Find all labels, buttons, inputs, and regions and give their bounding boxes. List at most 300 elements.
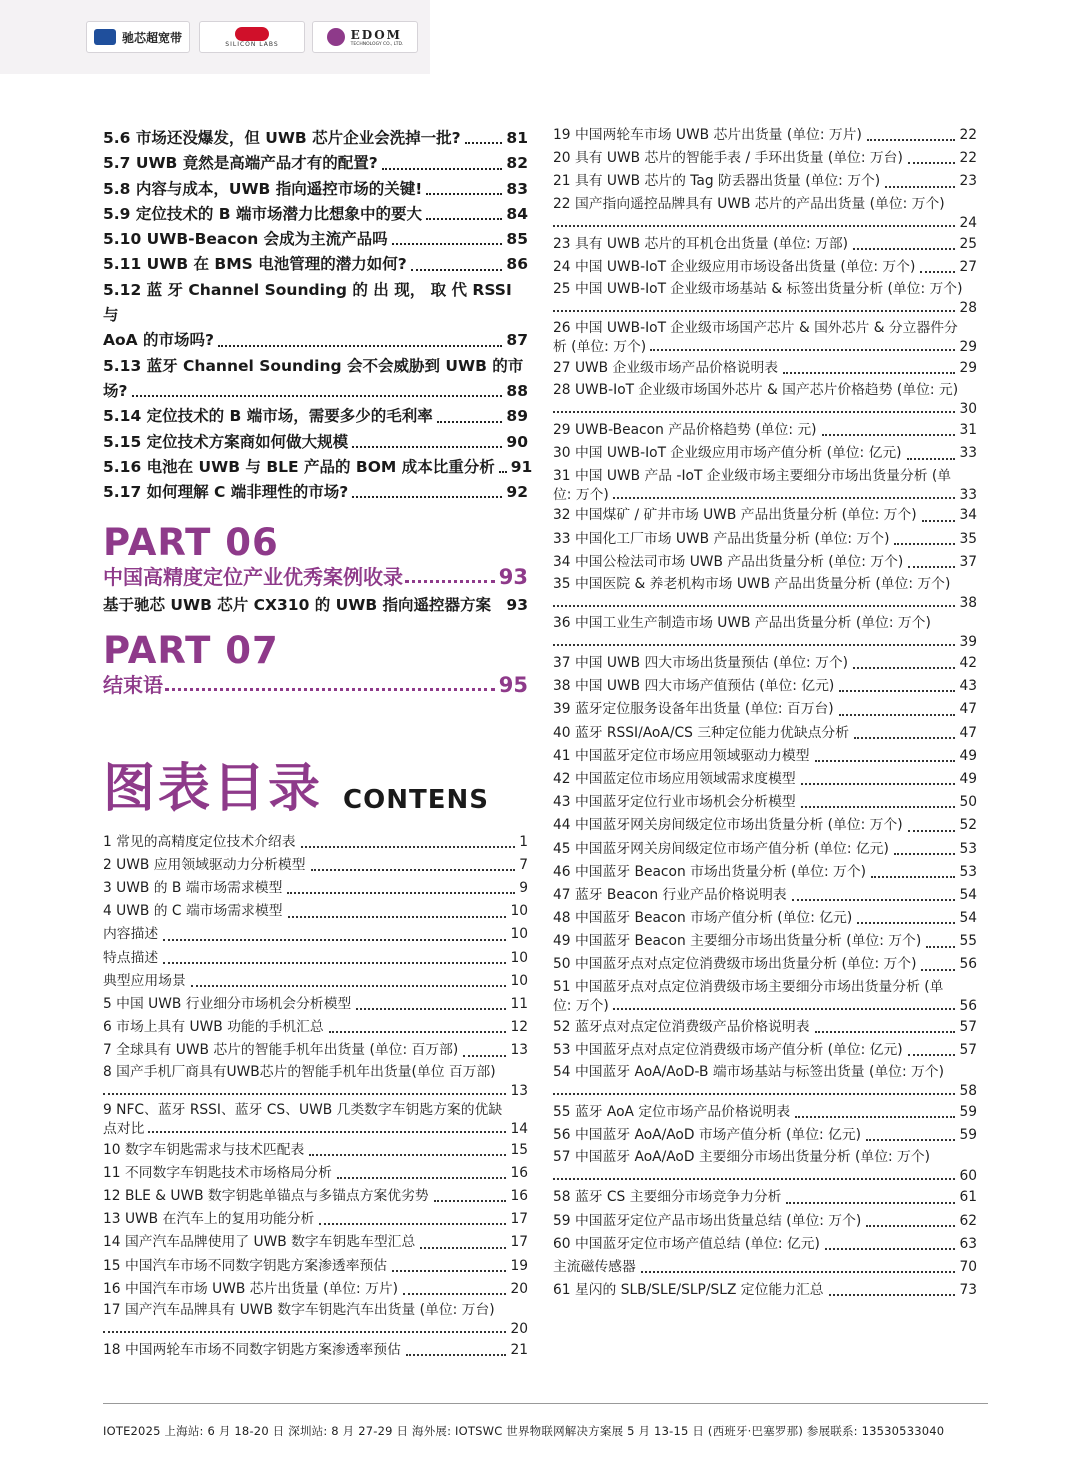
entry-page: 73 xyxy=(959,1282,977,1299)
leader-dots xyxy=(815,760,956,762)
leader-dots xyxy=(866,1225,955,1227)
fig-left-entry[interactable] xyxy=(103,1139,528,1162)
leader-dots xyxy=(908,1054,956,1056)
fig-right-entry[interactable] xyxy=(553,1256,977,1279)
part-07-title: 结束语 xyxy=(103,672,163,697)
leader-dots xyxy=(795,1116,955,1118)
fig-left-entry[interactable] xyxy=(103,1255,528,1278)
entry-title: 12 BLE & UWB 数字钥匙单锚点与多锚点方案优劣势 xyxy=(103,1187,429,1204)
fig-right-entry[interactable] xyxy=(553,1279,977,1302)
fig-right-entry[interactable] xyxy=(553,357,977,380)
leader-dots xyxy=(420,1247,506,1249)
fig-right-entry[interactable] xyxy=(553,233,977,256)
fig-right-entry[interactable] xyxy=(553,838,977,861)
fig-left-entry[interactable] xyxy=(103,1039,528,1062)
entry-page: 14 xyxy=(510,1120,528,1137)
fig-right-entry[interactable] xyxy=(553,722,977,745)
entry-page: 56 xyxy=(959,956,977,973)
fig-right-entry[interactable] xyxy=(553,675,977,698)
chixin-logo-text: 驰芯超宽带 xyxy=(121,30,182,45)
fig-right-entry[interactable] xyxy=(553,467,977,505)
entry-page: 11 xyxy=(510,996,528,1013)
leader-dots xyxy=(839,690,955,692)
entry-page: 31 xyxy=(959,422,977,439)
entry-title: 5.15 定位技术方案商如何做大规模 xyxy=(103,432,349,451)
toc-entry[interactable] xyxy=(103,480,528,505)
leader-dots xyxy=(163,962,506,964)
toc-entry[interactable] xyxy=(103,278,528,354)
silicon-labs-logo-text: SILICON LABS xyxy=(225,40,279,48)
leader-dots xyxy=(382,168,503,170)
entry-title: 9 NFC、蓝牙 RSSI、蓝牙 CS、UWB 几类数字车钥匙方案的优缺 xyxy=(103,1101,503,1118)
entry-line-2 xyxy=(553,1167,977,1186)
toc-entry-page: 93 xyxy=(506,596,528,615)
entry-title: 10 数字车钥匙需求与技术匹配表 xyxy=(103,1141,305,1158)
toc-entry[interactable] xyxy=(103,151,528,176)
leader-dots xyxy=(356,1008,506,1010)
toc-entry[interactable] xyxy=(103,177,528,202)
entry-title-continued: 析 (单位: 万个) xyxy=(553,338,647,355)
fig-left-entry[interactable] xyxy=(103,877,528,900)
figure-list-right xyxy=(553,124,977,1302)
entry-title: 44 中国蓝牙网关房间级定位市场出货量分析 (单位: 万个) xyxy=(553,817,903,834)
entry-page: 57 xyxy=(959,1018,977,1035)
entry-page: 84 xyxy=(506,204,528,223)
entry-page: 16 xyxy=(510,1164,528,1181)
entry-line-2 xyxy=(103,328,528,353)
entry-title: 60 中国蓝牙定位市场产值总结 (单位: 亿元) xyxy=(553,1235,820,1252)
leader-dots xyxy=(908,162,956,164)
fig-right-entry[interactable] xyxy=(553,1186,977,1209)
logo-bar xyxy=(0,0,430,74)
fig-left-entry[interactable] xyxy=(103,1208,528,1231)
part-06-title: 中国高精度定位产业优秀案例收录 xyxy=(103,565,403,590)
leader-dots xyxy=(926,946,955,948)
entry-title: 2 UWB 应用领域驱动力分析模型 xyxy=(103,856,306,873)
leader-dots xyxy=(499,471,507,473)
entry-page: 50 xyxy=(959,794,977,811)
entry-line-2 xyxy=(103,379,528,404)
fig-right-entry[interactable] xyxy=(553,907,977,930)
leader-dots xyxy=(103,1093,506,1095)
entry-title-continued: 位: 万个) xyxy=(553,486,609,503)
leader-dots xyxy=(287,892,515,894)
entry-line-2 xyxy=(553,997,977,1016)
footer-text: IOTE2025 上海站: 6 月 18-20 日 深圳站: 8 月 27-29 日 海外展: IOTSWC 世界物联网解决方案展 5 月 13-15 日 (西班牙·巴塞罗那) 参展联系: 13530533040 xyxy=(103,1424,945,1438)
entry-line-2 xyxy=(553,214,977,233)
leader-dots xyxy=(163,939,506,941)
entry-page: 23 xyxy=(959,173,977,190)
entry-page: 53 xyxy=(959,863,977,880)
fig-right-entry[interactable] xyxy=(553,861,977,884)
leader-dots xyxy=(866,1139,955,1141)
entry-title: 53 中国蓝牙点对点定位消费级市场产值分析 (单位: 亿元) xyxy=(553,1041,903,1058)
entry-title: 典型应用场景 xyxy=(103,972,186,989)
entry-page: 34 xyxy=(959,507,977,524)
entry-title: 内容描述 xyxy=(103,926,159,943)
entry-page: 19 xyxy=(510,1257,528,1274)
leader-dots xyxy=(922,520,956,522)
part-06-title-entry[interactable] xyxy=(103,563,528,591)
entry-title: 26 中国 UWB-IoT 企业级市场国产芯片 & 国外芯片 & 分立器件分 xyxy=(553,319,958,336)
entry-page: 63 xyxy=(959,1235,977,1252)
fig-left-entry[interactable] xyxy=(103,1016,528,1039)
toc-entry[interactable] xyxy=(103,354,528,405)
fig-left-entry[interactable] xyxy=(103,1231,528,1254)
fig-right-entry[interactable] xyxy=(553,170,977,193)
entry-title: 32 中国煤矿 / 矿井市场 UWB 产品出货量分析 (单位: 万个) xyxy=(553,507,917,524)
fig-right-entry[interactable] xyxy=(553,505,977,528)
entry-page: 85 xyxy=(506,230,528,249)
entry-page: 55 xyxy=(959,933,977,950)
fig-left-entry[interactable] xyxy=(103,924,528,947)
entry-title: 31 中国 UWB 产品 -IoT 企业级市场主要细分市场出货量分析 (单 xyxy=(553,467,952,484)
entry-title: 48 中国蓝牙 Beacon 市场产值分析 (单位: 亿元) xyxy=(553,910,853,927)
leader-dots xyxy=(301,846,516,848)
entry-title: 5.12 蓝 牙 Channel Sounding 的 出 现， 取 代 RSSI 与 xyxy=(103,280,512,325)
leader-dots xyxy=(434,1200,507,1202)
fig-right-entry[interactable] xyxy=(553,195,977,233)
entry-title: 52 蓝牙点对点定位消费级产品价格说明表 xyxy=(553,1018,810,1035)
entry-page: 27 xyxy=(959,258,977,275)
entry-title: 25 中国 UWB-IoT 企业级市场基站 & 标签出货量分析 (单位: 万个) xyxy=(553,280,963,297)
entry-title: 61 星闪的 SLB/SLE/SLP/SLZ 定位能力汇总 xyxy=(553,1282,824,1299)
leader-dots xyxy=(907,458,956,460)
leader-dots xyxy=(792,899,956,901)
entry-title: 22 国产指向遥控品牌具有 UWB 芯片的产品出货量 (单位: 万个) xyxy=(553,195,945,212)
toc-entry[interactable] xyxy=(103,252,528,277)
leader-dots xyxy=(908,830,956,832)
part-06-label: PART 06 xyxy=(103,521,279,565)
entry-page: 13 xyxy=(510,1082,528,1099)
entry-line-2 xyxy=(553,338,977,357)
leader-dots xyxy=(908,566,955,568)
fig-left-entry[interactable] xyxy=(103,970,528,993)
entry-page: 17 xyxy=(510,1234,528,1251)
fig-right-entry[interactable] xyxy=(553,124,977,147)
entry-page: 88 xyxy=(506,381,528,400)
entry-page: 70 xyxy=(959,1258,977,1275)
entry-page: 89 xyxy=(506,407,528,426)
entry-page: 39 xyxy=(959,634,977,651)
leader-dots xyxy=(553,1093,955,1095)
entry-page: 22 xyxy=(959,126,977,143)
fig-right-entry[interactable] xyxy=(553,1124,977,1147)
figure-list-left xyxy=(103,831,528,1362)
leader-dots xyxy=(894,853,956,855)
entry-page: 53 xyxy=(959,840,977,857)
fig-left-entry[interactable] xyxy=(103,900,528,923)
entry-title-continued: 点对比 xyxy=(103,1120,145,1137)
part-06-page: 93 xyxy=(498,565,528,590)
entry-page: 54 xyxy=(959,886,977,903)
leader-dots xyxy=(920,271,955,273)
fig-left-entry[interactable] xyxy=(103,1101,528,1139)
fig-right-entry[interactable] xyxy=(553,745,977,768)
entry-page: 49 xyxy=(959,770,977,787)
entry-title: 3 UWB 的 B 端市场需求模型 xyxy=(103,880,283,897)
entry-page: 13 xyxy=(510,1042,528,1059)
entry-title: 5.17 如何理解 C 端非理性的市场? xyxy=(103,483,349,502)
entry-title: 18 中国两轮车市场不同数字钥匙方案渗透率预估 xyxy=(103,1341,401,1358)
entry-title-continued: 位: 万个) xyxy=(553,997,609,1014)
leader-dots xyxy=(437,421,503,423)
entry-title: 13 UWB 在汽车上的复用功能分析 xyxy=(103,1211,315,1228)
leader-dots xyxy=(337,1177,507,1179)
toc-entry[interactable] xyxy=(103,202,528,227)
fig-right-entry[interactable] xyxy=(553,1063,977,1101)
entry-page: 16 xyxy=(510,1187,528,1204)
entry-page: 25 xyxy=(959,235,977,252)
fig-right-entry[interactable] xyxy=(553,528,977,551)
leader-dots xyxy=(783,372,955,374)
entry-page: 12 xyxy=(510,1019,528,1036)
leader-dots xyxy=(553,310,955,312)
entry-title: 46 中国蓝牙 Beacon 市场出货量分析 (单位: 万个) xyxy=(553,863,867,880)
entry-title: 5.9 定位技术的 B 端市场潜力比想象中的要大 xyxy=(103,204,422,223)
fig-right-entry[interactable] xyxy=(553,419,977,442)
part-07-page: 95 xyxy=(498,672,528,697)
part-07-label: PART 07 xyxy=(103,628,279,672)
leader-dots xyxy=(352,496,502,498)
entry-page: 33 xyxy=(959,486,977,503)
fig-right-entry[interactable] xyxy=(553,884,977,907)
entry-title: 6 市场上具有 UWB 功能的手机汇总 xyxy=(103,1019,324,1036)
entry-title: 28 UWB-IoT 企业级市场国外芯片 & 国产芯片价格趋势 (单位: 元) xyxy=(553,382,959,399)
entry-page: 1 xyxy=(519,833,528,850)
entry-page: 22 xyxy=(959,150,977,167)
fig-right-entry[interactable] xyxy=(553,1016,977,1039)
fig-right-entry[interactable] xyxy=(553,1101,977,1124)
entry-page: 35 xyxy=(959,530,977,547)
toc-entry[interactable] xyxy=(103,227,528,252)
silicon-labs-logo-mark xyxy=(235,27,269,41)
entry-page: 29 xyxy=(959,338,977,355)
fig-right-entry[interactable] xyxy=(553,652,977,675)
fig-right-entry[interactable] xyxy=(553,280,977,318)
leader-dots xyxy=(641,1271,956,1273)
fig-left-entry[interactable] xyxy=(103,854,528,877)
entry-title: 39 蓝牙定位服务设备年出货量 (单位: 百万台) xyxy=(553,701,834,718)
fig-right-entry[interactable] xyxy=(553,1210,977,1233)
fig-right-entry[interactable] xyxy=(553,614,977,652)
leader-dots xyxy=(426,193,502,195)
entry-page: 58 xyxy=(959,1083,977,1100)
fig-left-entry[interactable] xyxy=(103,1278,528,1301)
entry-page: 62 xyxy=(959,1212,977,1229)
entry-page: 20 xyxy=(510,1320,528,1337)
fig-left-entry[interactable] xyxy=(103,1162,528,1185)
entry-page: 60 xyxy=(959,1168,977,1185)
entry-page: 52 xyxy=(959,817,977,834)
entry-title: 5 中国 UWB 行业细分市场机会分析模型 xyxy=(103,996,352,1013)
leader-dots xyxy=(815,1031,956,1033)
fig-left-entry[interactable] xyxy=(103,1063,528,1101)
leader-dots xyxy=(319,1223,506,1225)
fig-left-entry[interactable] xyxy=(103,831,528,854)
entry-title: 55 蓝牙 AoA 定位市场产品价格说明表 xyxy=(553,1104,791,1121)
entry-line-2 xyxy=(553,633,977,652)
entry-title: 41 中国蓝牙定位市场应用领域驱动力模型 xyxy=(553,747,810,764)
entry-page: 43 xyxy=(959,678,977,695)
entry-page: 10 xyxy=(510,972,528,989)
entry-title: 45 中国蓝牙网关房间级定位市场产值分析 (单位: 亿元) xyxy=(553,840,889,857)
fig-right-entry[interactable] xyxy=(553,442,977,465)
entry-title: 4 UWB 的 C 端市场需求模型 xyxy=(103,903,283,920)
leader-dots xyxy=(406,1354,507,1356)
chart-index-heading xyxy=(103,755,528,817)
entry-title: 17 国产汽车品牌具有 UWB 数字车钥匙汽车出货量 (单位: 万台) xyxy=(103,1301,495,1318)
toc-entry[interactable] xyxy=(103,430,528,455)
leader-dots xyxy=(148,1131,506,1133)
fig-right-entry[interactable] xyxy=(553,978,977,1016)
entry-title: 35 中国医院 & 养老机构市场 UWB 产品出货量分析 (单位: 万个) xyxy=(553,576,951,593)
entry-page: 54 xyxy=(959,910,977,927)
entry-title: 5.7 UWB 竟然是高端产品才有的配置? xyxy=(103,154,378,173)
fig-left-entry[interactable] xyxy=(103,1301,528,1339)
entry-page: 47 xyxy=(959,701,977,718)
entry-title-continued: 场? xyxy=(103,381,128,400)
entry-title: 29 UWB-Beacon 产品价格趋势 (单位: 元) xyxy=(553,422,817,439)
entry-title: 37 中国 UWB 四大市场出货量预估 (单位: 万个) xyxy=(553,655,849,672)
right-column xyxy=(553,124,977,1302)
toc-entry[interactable] xyxy=(103,404,528,429)
entry-page: 91 xyxy=(510,457,533,476)
entry-title: 主流磁传感器 xyxy=(553,1258,636,1275)
footer-divider xyxy=(103,1403,988,1404)
fig-right-entry[interactable] xyxy=(553,319,977,357)
fig-right-entry[interactable] xyxy=(553,768,977,791)
leader-dots xyxy=(853,667,955,669)
entry-page: 29 xyxy=(959,359,977,376)
entry-title-continued: AoA 的市场吗? xyxy=(103,331,215,350)
fig-left-entry[interactable] xyxy=(103,993,528,1016)
leader-dots xyxy=(191,985,507,987)
leader-dots xyxy=(854,737,955,739)
entry-title: 19 中国两轮车市场 UWB 芯片出货量 (单位: 万片) xyxy=(553,126,862,143)
leader-dots xyxy=(871,876,955,878)
entry-page: 61 xyxy=(959,1189,977,1206)
entry-title: 1 常见的高精度定位技术介绍表 xyxy=(103,833,296,850)
leader-dots xyxy=(165,688,495,691)
fig-right-entry[interactable] xyxy=(553,575,977,613)
entry-title: 8 国产手机厂商具有UWB芯片的智能手机年出货量(单位 百万部) xyxy=(103,1063,496,1080)
leader-dots xyxy=(650,349,955,351)
toc-entry[interactable] xyxy=(103,455,533,480)
leader-dots xyxy=(463,1055,506,1057)
entry-title: 11 不同数字车钥匙技术市场格局分析 xyxy=(103,1164,332,1181)
toc-entry-title: 基于驰芯 UWB 芯片 CX310 的 UWB 指向遥控器方案 xyxy=(103,596,492,615)
fig-right-entry[interactable] xyxy=(553,814,977,837)
fig-right-entry[interactable] xyxy=(553,551,977,574)
fig-right-entry[interactable] xyxy=(553,256,977,279)
entry-line-2 xyxy=(103,1082,528,1101)
entry-title: 5.8 内容与成本，UWB 指向遥控市场的关键! xyxy=(103,179,423,198)
leader-dots xyxy=(613,1008,956,1010)
logo-chixin xyxy=(86,21,190,53)
fig-right-entry[interactable] xyxy=(553,791,977,814)
entry-page: 56 xyxy=(959,997,977,1014)
leader-dots xyxy=(403,1293,506,1295)
fig-right-entry[interactable] xyxy=(553,1148,977,1186)
entry-title: 5.10 UWB-Beacon 会成为主流产品吗 xyxy=(103,230,388,249)
entry-page: 81 xyxy=(506,129,528,147)
entry-title: 47 蓝牙 Beacon 行业产品价格说明表 xyxy=(553,886,787,903)
entry-line-2 xyxy=(553,486,977,505)
fig-left-entry[interactable] xyxy=(103,947,528,970)
entry-title: 5.11 UWB 在 BMS 电池管理的潜力如何? xyxy=(103,255,407,274)
entry-page: 10 xyxy=(510,949,528,966)
fig-right-entry[interactable] xyxy=(553,147,977,170)
leader-dots xyxy=(411,269,503,271)
entry-title: 42 中国蓝定位市场应用领域需求度模型 xyxy=(553,770,796,787)
leader-dots xyxy=(392,243,503,245)
leader-dots xyxy=(553,644,955,646)
leader-dots xyxy=(553,411,955,413)
entry-line-2 xyxy=(553,299,977,318)
fig-right-entry[interactable] xyxy=(553,698,977,721)
entry-line-2 xyxy=(553,1082,977,1101)
entry-page: 7 xyxy=(519,856,528,873)
entry-title: 14 国产汽车品牌使用了 UWB 数字车钥匙车型汇总 xyxy=(103,1234,416,1251)
edom-logo-mark xyxy=(327,28,345,46)
entry-title: 16 中国汽车市场 UWB 芯片出货量 (单位: 万片) xyxy=(103,1280,399,1297)
entry-page: 82 xyxy=(506,154,528,173)
entry-title: 57 中国蓝牙 AoA/AoD 主要细分市场出货量分析 (单位: 万个) xyxy=(553,1149,931,1166)
fig-right-entry[interactable] xyxy=(553,930,977,953)
entry-line-2 xyxy=(103,1320,528,1339)
entry-page: 30 xyxy=(959,401,977,418)
leader-dots xyxy=(801,783,956,785)
entry-page: 57 xyxy=(959,1041,977,1058)
fig-right-entry[interactable] xyxy=(553,1039,977,1062)
toc-entry-case[interactable] xyxy=(103,593,528,618)
part-07-title-entry[interactable] xyxy=(103,671,528,699)
entry-title: 51 中国蓝牙点对点定位消费级市场主要细分市场出货量分析 (单 xyxy=(553,978,944,995)
fig-left-entry[interactable] xyxy=(103,1339,528,1362)
entry-page: 33 xyxy=(959,445,977,462)
fig-right-entry[interactable] xyxy=(553,954,977,977)
entry-title: 58 蓝牙 CS 主要细分市场竞争力分析 xyxy=(553,1189,782,1206)
leader-dots xyxy=(829,1294,956,1296)
entry-title: 5.6 市场还没爆发，但 UWB 芯片企业会洗掉一批? xyxy=(103,129,461,147)
entry-title: 33 中国化工厂市场 UWB 产品出货量分析 (单位: 万个) xyxy=(553,530,890,547)
edom-logo-sub: TECHNOLOGY CO., LTD. xyxy=(350,41,404,47)
entry-page: 15 xyxy=(510,1141,528,1158)
leader-dots xyxy=(853,248,955,250)
entry-title: 21 具有 UWB 芯片的 Tag 防丢器出货量 (单位: 万个) xyxy=(553,173,881,190)
leader-dots xyxy=(825,1248,956,1250)
toc-entry[interactable] xyxy=(103,126,528,151)
entry-title: 34 中国公检法司市场 UWB 产品出货量分析 (单位: 万个) xyxy=(553,553,904,570)
entry-title: 59 中国蓝牙定位产品市场出货量总结 (单位: 万个) xyxy=(553,1212,862,1229)
leader-dots xyxy=(311,869,516,871)
leader-dots xyxy=(426,218,502,220)
entry-page: 10 xyxy=(510,903,528,920)
entry-title: 30 中国 UWB-IoT 企业级应用市场产值分析 (单位: 亿元) xyxy=(553,445,902,462)
leader-dots xyxy=(288,916,507,918)
entry-page: 92 xyxy=(506,483,528,502)
fig-right-entry[interactable] xyxy=(553,381,977,419)
leader-dots xyxy=(786,1202,955,1204)
left-column xyxy=(103,126,533,1362)
leader-dots xyxy=(309,1154,506,1156)
fig-right-entry[interactable] xyxy=(553,1233,977,1256)
entry-title: 27 UWB 企业级市场产品价格说明表 xyxy=(553,359,779,376)
chixin-logo-mark xyxy=(94,29,116,45)
leader-dots xyxy=(392,1270,506,1272)
fig-left-entry[interactable] xyxy=(103,1185,528,1208)
